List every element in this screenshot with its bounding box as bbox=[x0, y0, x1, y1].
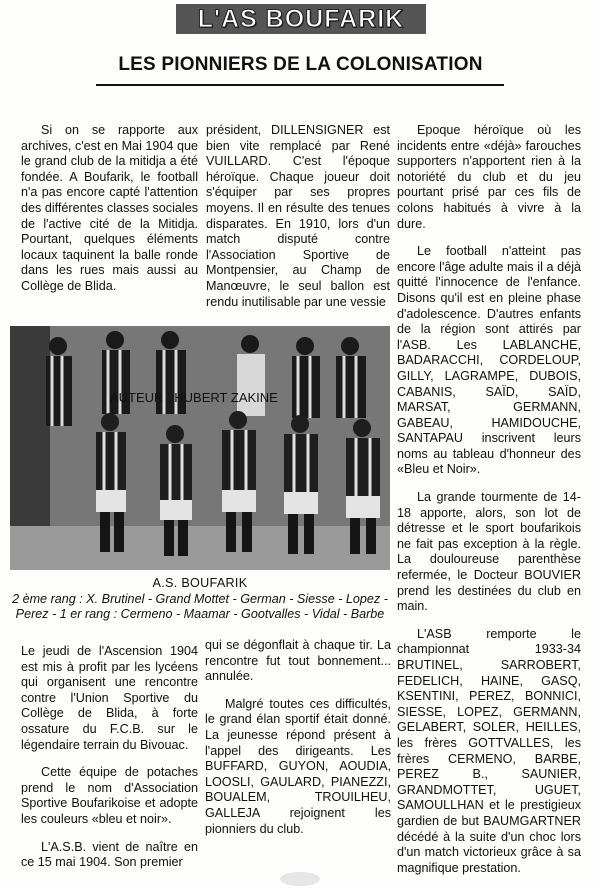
headline: LES PIONNIERS DE LA COLONISATION bbox=[118, 54, 483, 75]
column-3 bbox=[397, 123, 581, 888]
paragraph: Le jeudi de l'Ascension 1904 est mis à profit par les lycéens qui organisent une rencontre contre l'Union Sportive du Collège de Blida, à forte ossature du F.C.B. sur le légendaire terrain du Bivouac. bbox=[21, 644, 198, 752]
photo-caption bbox=[10, 576, 390, 623]
paragraph: Cette équipe de potaches prend le nom d'Association Sportive Boufarikoise et adopte les couleurs «bleu et noir». bbox=[21, 765, 198, 826]
paragraph: La grande tourmente de 14-18 apporte, alors, son lot de détresse et le sport boufarikois ne fait pas exception à la règle. La douloureuse parenthèse refermée, le Docteur BOUVIER prend les destinées du club en main. bbox=[397, 490, 581, 614]
headline-rule bbox=[96, 84, 504, 86]
column-2-bottom bbox=[205, 638, 391, 849]
caption-text: 2 ème rang : X. Brutinel - Grand Mottet - German - Siesse - Lopez - Perez - 1 er rang : Cermeno - Maamar - Gootvalles - Vidal - Barbe bbox=[12, 591, 388, 622]
paragraph: Malgré toutes ces difficultés, le grand élan sportif était donné. La jeunesse répond présent à l'appel des dirigeants. Les BUFFARD, GUYON, AOUDIA, LOOSLI, GAULARD, PIANEZZI, BOUALEM, TROUILHEU, GALLEJA rejoignent les pionniers du club. bbox=[205, 696, 391, 836]
column-1-top bbox=[21, 123, 198, 307]
masthead-title: L'AS BOUFARIK bbox=[176, 4, 426, 34]
team-photo-image bbox=[10, 326, 390, 570]
paragraph: qui se dégonflait à chaque tir. La rencontre fut tout bonnement... annulée. bbox=[205, 638, 391, 684]
footer-mark bbox=[280, 872, 320, 886]
photo-watermark: AUTEUR : HUBERT ZAKINE bbox=[110, 390, 278, 405]
team-photo bbox=[10, 326, 390, 570]
paragraph: L'ASB remporte le championnat 1933-34 BRUTINEL, SARROBERT, FEDELICH, HAINE, GASQ, KSENTINI, PEREZ, BONNICI, SIESSE, LOPEZ, GERMANN, GELABERT, SOLER, HEILLES, les frères GOTTVALLES, les frères CERMENO, BARBE, PEREZ B., SAUNIER, GRANDMOTTET, UGUET, SAMOULLHAN et le prestigieux gardien de but BAUMGARTNER décédé à la suite d'un choc lors d'un match victorieux grâce à sa magnifique prestation. bbox=[397, 626, 581, 875]
paragraph: Si on se rapporte aux archives, c'est en Mai 1904 que le grand club de la mitidja a été fondée. A Boufarik, le football n'a pas encore capté l'attention des différentes classes sociales de l'active cité de la Mitidja. Pourtant, quelques éléments locaux taquinent la balle ronde dans les rues mais aussi au Collège de Blida. bbox=[21, 123, 198, 293]
paragraph: L'A.S.B. vient de naître en ce 15 mai 1904. Son premier bbox=[21, 839, 198, 870]
paragraph: Le football n'atteint pas encore l'âge adulte mais il a déjà quitté l'innocence de l'enfance. Disons qu'il est en pleine phase d'adolescence. D'autres enfants de la région sont attirés par l'ASB. Les LABLANCHE, BADARACCHI, CORDELOUP, GILLY, LAGRAMPE, DUBOIS, CABANIS, SAÏD, SAÏD, MARSAT, GERMANN, GABEAU, HAMIDOUCHE, SANTAPAU inscrivent leurs noms au tableau d'honneur des «Bleu et Noir». bbox=[397, 244, 581, 477]
paragraph: Epoque héroïque où les incidents entre «déjà» farouches supporters n'apportent rien à la notoriété du club et du jeu pourtant prisé par ces fils de colons habitués à vivre à la dure. bbox=[397, 123, 581, 231]
column-1-bottom bbox=[21, 644, 198, 883]
caption-title: A.S. BOUFARIK bbox=[152, 576, 248, 590]
column-2-top bbox=[206, 123, 390, 322]
paragraph: président, DILLENSIGNER est bien vite remplacé par René VUILLARD. C'est l'époque héroïque. Chaque joueur doit s'équiper par ses propres moyens. Il en résulte des tenues disparates. En 1910, lors d'un match disputé contre l'Association Sportive de Montpensier, au Champ de Manœuvre, le seul ballon est rendu inutilisable par une vessie bbox=[206, 123, 390, 309]
